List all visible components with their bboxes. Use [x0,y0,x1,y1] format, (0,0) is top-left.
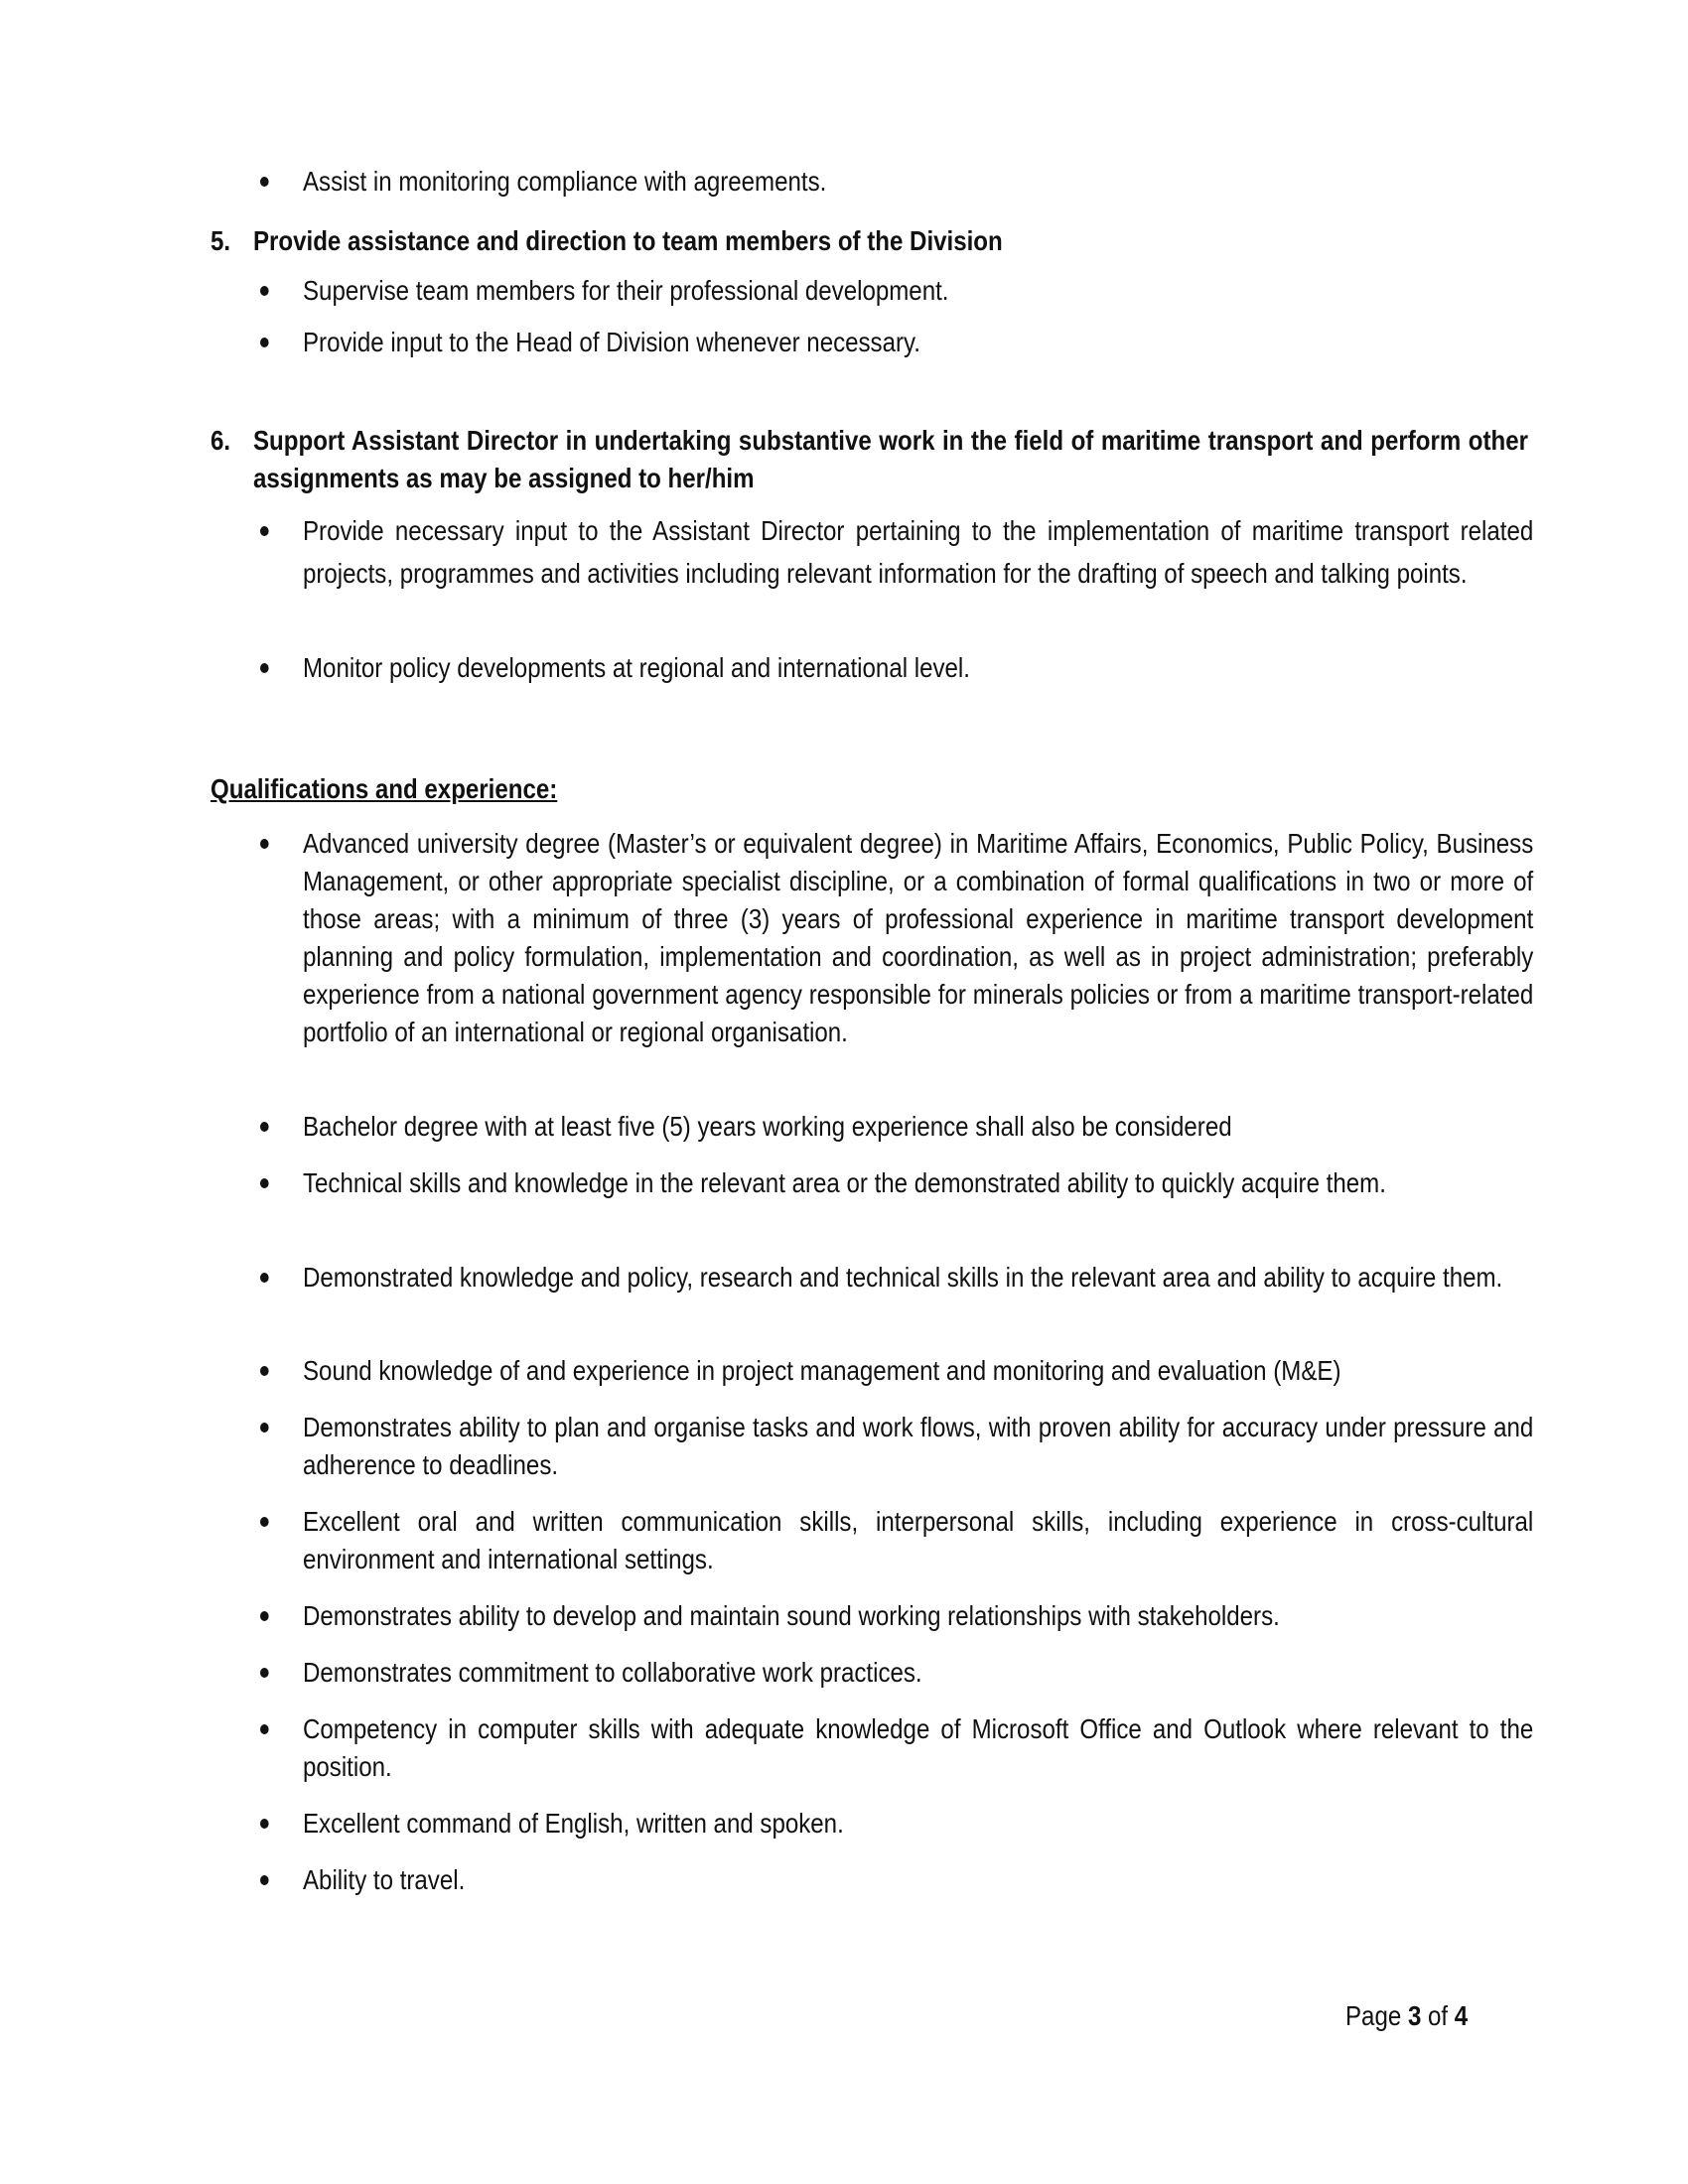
heading-title: Support Assistant Director in undertaking substantive work in the field of maritime transport and perform other assignments as may be assigned to her/him [253,425,1528,493]
bullet-icon [260,1366,269,1376]
list-item-text: Provide necessary input to the Assistant Director pertaining to the implementation of maritime transport related projects, programmes and activities including relevant information for the drafting of speech and talking points. [303,515,1534,589]
bullet-icon [260,1875,269,1885]
list-item-text: Ability to travel. [303,1864,466,1895]
bullet-icon [260,177,269,187]
section-title-qualifications: Qualifications and experience: [211,773,558,804]
bullet-icon [260,1611,269,1621]
list-item-text: Sound knowledge of and experience in project management and monitoring and evaluation (M&E) [303,1355,1341,1386]
bullet-icon [260,1724,269,1734]
bullet-icon [260,286,269,296]
list-item-text: Competency in computer skills with adequate knowledge of Microsoft Office and Outlook where relevant to the position. [303,1713,1534,1782]
list-item-text: Demonstrates ability to develop and maintain sound working relationships with stakeholders. [303,1600,1280,1631]
list-item-text: Technical skills and knowledge in the relevant area or the demonstrated ability to quickly acquire them. [303,1167,1386,1198]
bullet-icon [260,1668,269,1678]
heading-number: 6. [211,425,231,456]
bullet-icon [260,338,269,347]
page-footer [1345,1997,1468,2035]
list-item-text: Bachelor degree with at least five (5) years working experience shall also be considered [303,1111,1232,1142]
list-item-text: Provide input to the Head of Division whenever necessary. [303,327,920,357]
list-item-text: Demonstrates ability to plan and organise tasks and work flows, with proven ability for accuracy under pressure and adherence to deadlines. [303,1412,1534,1480]
total-page-number: 4 [1454,2000,1469,2031]
bullet-icon [260,1819,269,1829]
list-item-text: Monitor policy developments at regional and international level. [303,652,970,683]
page-label: Page [1345,2000,1402,2031]
bullet-icon [260,663,269,673]
list-item-text: Demonstrated knowledge and policy, research and technical skills in the relevant area and ability to acquire them. [303,1262,1503,1293]
list-item-text: Assist in monitoring compliance with agreements. [303,166,827,197]
list-item-text: Supervise team members for their professional development. [303,275,949,306]
bullet-icon [260,1122,269,1132]
list-item-text: Advanced university degree (Master’s or equivalent degree) in Maritime Affairs, Economics, Public Policy, Business Management, or other appropriate specialist discipline, or a combination of formal qualifications in two or more of those areas; with a minimum of three (3) years of professional experience in maritime transport development planning and policy formulation, implementation and coordination, as well as in project administration; preferably experience from a national government agency responsible for minerals policies or from a maritime transport-related portfolio of an international or regional organisation. [303,828,1534,1047]
bullet-icon [260,1517,269,1527]
current-page-number: 3 [1407,2000,1422,2031]
heading-title: Provide assistance and direction to team members of the Division [253,225,1003,256]
list-item-text: Excellent oral and written communication skills, interpersonal skills, including experience in cross-cultural environment and international settings. [303,1506,1534,1574]
list-item-text: Demonstrates commitment to collaborative work practices. [303,1657,922,1688]
bullet-icon [260,1178,269,1188]
of-label: of [1428,2000,1449,2031]
bullet-icon [260,839,269,849]
heading-number: 5. [211,225,231,256]
bullet-icon [260,1273,269,1283]
bullet-icon [260,1423,269,1433]
list-item-text: Excellent command of English, written and spoken. [303,1808,844,1839]
bullet-icon [260,526,269,536]
